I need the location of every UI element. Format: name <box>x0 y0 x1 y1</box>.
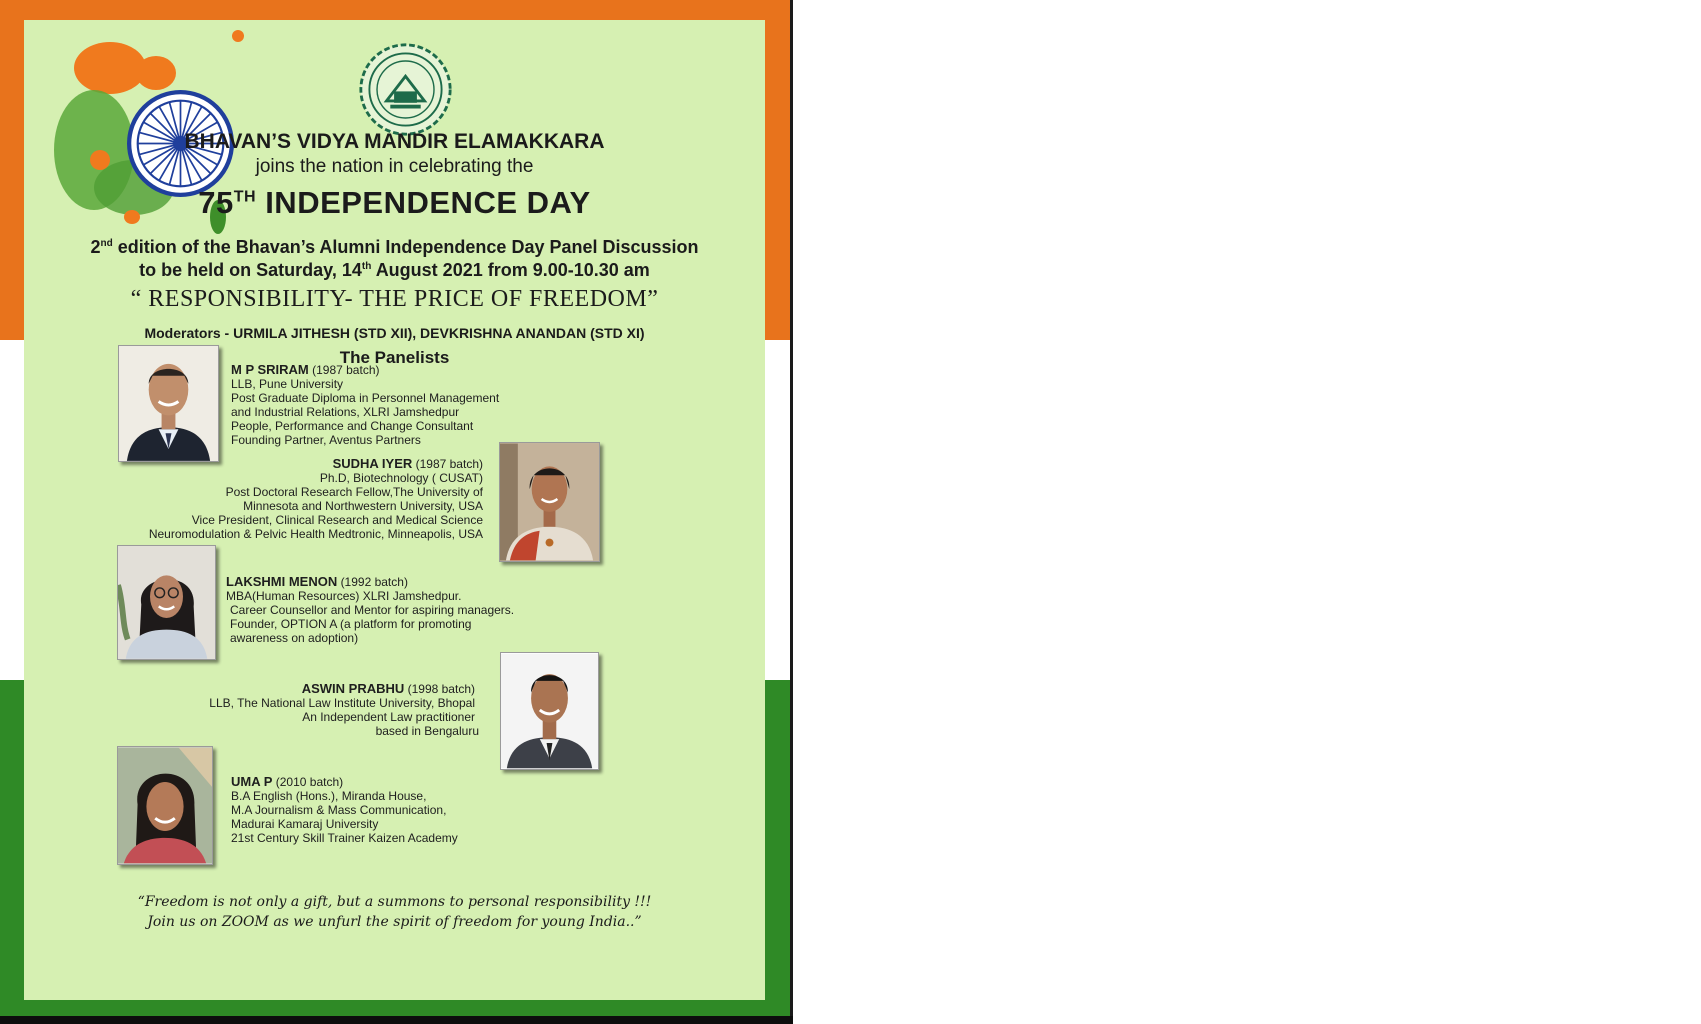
school-name: BHAVAN’S VIDYA MANDIR ELAMAKKARA <box>184 130 605 153</box>
poster <box>24 20 765 1000</box>
bio-line: LLB, Pune University <box>231 377 344 391</box>
date-text: to be held on Saturday, 14 <box>139 260 362 280</box>
moderators: Moderators - URMILA JITHESH (STD XII), DEVKRISHNA ANANDAN (STD XI) <box>144 325 645 341</box>
panelist-bio <box>209 681 479 738</box>
panelist-photo <box>118 345 219 462</box>
tagline: joins the nation in celebrating the <box>255 156 534 177</box>
panelist-batch: (1998 batch) <box>407 682 475 696</box>
panelist-photo <box>117 545 216 660</box>
event-number: 75 <box>198 185 234 220</box>
bio-line: B.A English (Hons.), Miranda House, <box>231 789 427 803</box>
bio-line: Founder, OPTION A (a platform for promoting <box>230 617 472 631</box>
panelist-bio <box>231 775 458 845</box>
bio-line: Minnesota and Northwestern University, USA <box>243 499 483 513</box>
discussion-theme: “ RESPONSIBILITY- THE PRICE OF FREEDOM” <box>130 286 659 312</box>
bio-line: MBA(Human Resources) XLRI Jamshedpur. <box>226 589 462 603</box>
school-emblem-icon <box>358 42 453 137</box>
panelist-name: LAKSHMI MENON <box>226 574 338 589</box>
panelist-batch: (2010 batch) <box>275 775 344 789</box>
event-name: INDEPENDENCE DAY <box>265 185 591 220</box>
quote-line: “Freedom is not only a gift, but a summons to personal responsibility !!! <box>137 894 652 910</box>
date-line <box>24 257 765 280</box>
bottom-strip <box>0 1016 793 1024</box>
bio-line: Neuromodulation & Pelvic Health Medtronic, Minneapolis, USA <box>148 527 483 541</box>
bio-line: People, Performance and Change Consultant <box>231 419 474 433</box>
panelist-batch: (1992 batch) <box>340 575 408 589</box>
panelist-photo <box>499 442 600 562</box>
panelist-bio <box>226 575 514 645</box>
bio-line: and Industrial Relations, XLRI Jamshedpur <box>231 405 460 419</box>
panelist-photo <box>500 652 599 770</box>
panelist-name-line <box>149 457 483 471</box>
event-suffix: TH <box>233 188 257 206</box>
panelist-name-line <box>209 682 475 696</box>
edition-sup: nd <box>100 238 113 249</box>
edition-text: edition of the Bhavan’s Alumni Independence Day Panel Discussion <box>117 237 699 257</box>
orange-splash <box>136 56 176 90</box>
panelist-name: SUDHA IYER <box>332 456 413 471</box>
frame-border <box>790 0 793 1024</box>
orange-splash <box>232 30 244 42</box>
bio-line: An Independent Law practitioner <box>302 710 475 724</box>
bio-line: Ph.D, Biotechnology ( CUSAT) <box>319 471 483 485</box>
bio-line: Post Graduate Diploma in Personnel Management <box>231 391 500 405</box>
bio-line: Vice President, Clinical Research and Medical Science <box>191 513 483 527</box>
quote-line: Join us on ZOOM as we unfurl the spirit of freedom for young India..” <box>147 914 642 930</box>
panelist-name: ASWIN PRABHU <box>301 681 405 696</box>
date-sup: th <box>361 261 372 272</box>
orange-splash <box>74 42 146 94</box>
event-title <box>24 185 765 221</box>
closing-quote <box>24 892 765 932</box>
poster-frame <box>0 0 793 1024</box>
edition-info <box>24 234 765 280</box>
panelists-heading: The Panelists <box>339 348 450 367</box>
bio-line: Madurai Kamaraj University <box>231 817 379 831</box>
bio-line: Post Doctoral Research Fellow,The University of <box>225 485 483 499</box>
panelist-name-line <box>231 775 458 789</box>
panelist-name-line <box>226 575 514 589</box>
bio-line: 21st Century Skill Trainer Kaizen Academy <box>231 831 458 845</box>
panelist-name: UMA P <box>231 774 273 789</box>
bio-line: M.A Journalism & Mass Communication, <box>231 803 447 817</box>
date-text-rest: August 2021 from 9.00-10.30 am <box>375 260 650 280</box>
bio-line: based in Bengaluru <box>375 724 479 738</box>
panelist-name: M P SRIRAM <box>231 362 309 377</box>
bio-line: Founding Partner, Aventus Partners <box>231 433 421 447</box>
edition-number: 2 <box>90 237 101 257</box>
panelist-batch: (1987 batch) <box>415 457 483 471</box>
edition-line <box>24 234 765 257</box>
panelist-bio <box>231 363 499 447</box>
bio-line: LLB, The National Law Institute University, Bhopal <box>209 696 475 710</box>
panelist-bio <box>149 457 483 541</box>
panelist-name-line <box>231 363 499 377</box>
bio-line: Career Counsellor and Mentor for aspiring managers. <box>230 603 515 617</box>
panelist-photo <box>117 746 213 865</box>
bio-line: awareness on adoption) <box>230 631 359 645</box>
panelist-batch: (1987 batch) <box>312 363 380 377</box>
